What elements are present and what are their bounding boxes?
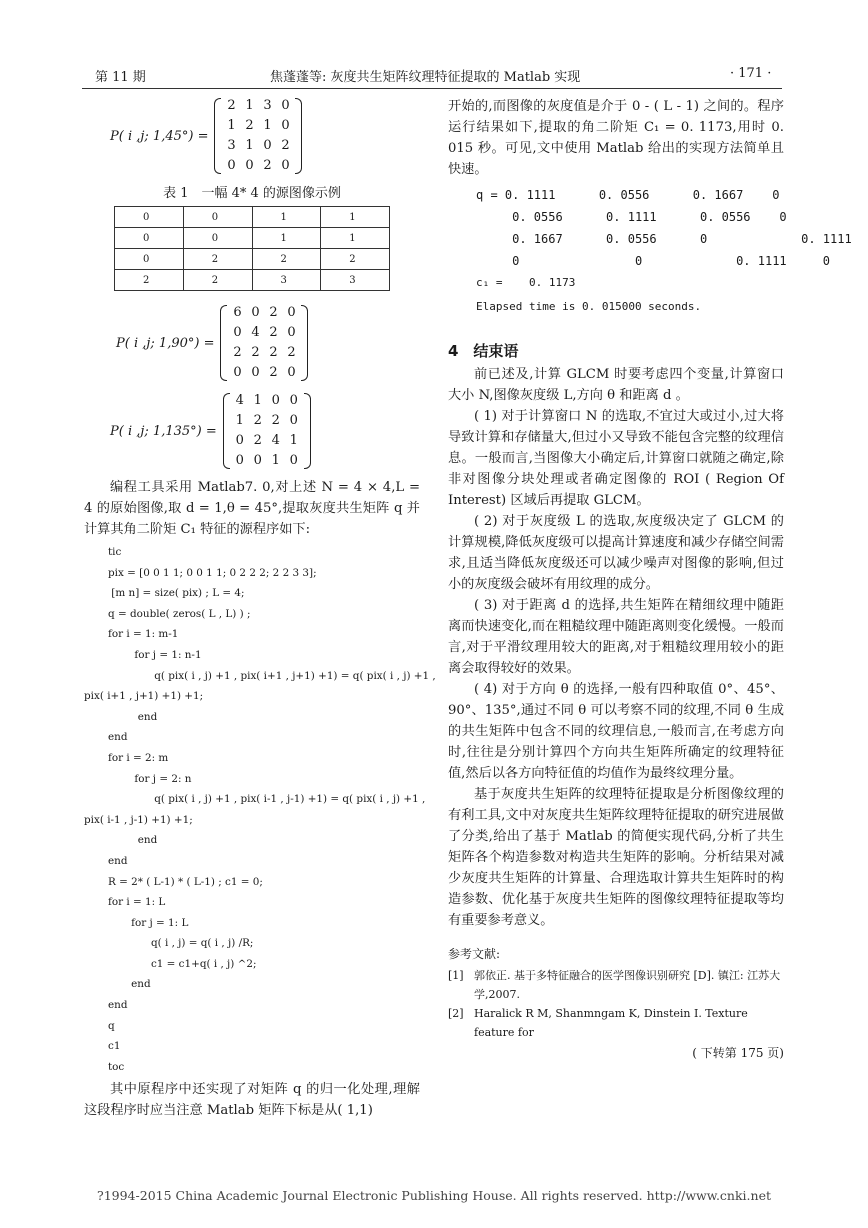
left-column (84, 96, 436, 1121)
matrix-45-label: P( i ,j; 1,45°) = (110, 128, 209, 144)
issue-number: 第 11 期 (95, 70, 146, 85)
header-rule (82, 88, 782, 89)
conclusion-distance: ( 3) 对于距离 d 的选择,共生矩阵在精细纹理中随距离而快速变化,而在粗糙纹理中随距离则变化缓慢。一般而言,对于平滑纹理用较大的距离,对于粗糙纹理用较小的距离会取得较好的效果。 (448, 598, 784, 676)
matrix-135-label: P( i ,j; 1,135°) = (110, 423, 217, 439)
table-row: 2 2 3 3 (115, 270, 390, 291)
elapsed-time: Elapsed time is 0. 015000 seconds. (476, 300, 702, 313)
conclusion-graylevel: ( 2) 对于灰度级 L 的选取,灰度级决定了 GLCM 的计算规模,降低灰度级可以提高计算速度和减少存储空间需求,且适当降低灰度级还可以减少噪声对图像的影响,但过小的灰度级会破坏有用纹理的成分。 (448, 514, 784, 592)
table-row: 0 0 1 1 (115, 207, 390, 228)
references-title: 参考文献: (448, 947, 501, 961)
source-image-table (114, 206, 390, 291)
conclusion-summary: 基于灰度共生矩阵的纹理特征提取是分析图像纹理的有利工具,文中对灰度共生矩阵纹理特征提取的研究进展做了分类,给出了基于 Matlab 的简便实现代码,分析了共生矩阵各个构造参数对构造共生矩阵的影响。分析结果对减少灰度共生矩阵的计算量、合理选取计算共生矩阵时的构造参数、优化基于灰度共生矩阵的图像纹理特征提取等均有重要参考意义。 (448, 787, 784, 928)
table-row: 0 2 2 2 (115, 249, 390, 270)
matrix-45: P( i ,j; 1,45°) = 2 1 3 0 1 2 1 0 3 1 0 2 0 0 2 0 (110, 96, 420, 176)
conclusion-intro: 前已述及,计算 GLCM 时要考虑四个变量,计算窗口大小 N,图像灰度级 L,方向 θ 和距离 d 。 (448, 367, 784, 403)
conclusion-window: ( 1) 对于计算窗口 N 的选取,不宜过大或过小,过大将导致计算和存储量大,但过小又导致不能包含完整的纹理信息。一般而言,当图像大小确定后,计算窗口就随之确定,除非对图像分块处理或者确定图像的 ROI ( Region Of Interest) 区域后再提取 GLCM。 (448, 409, 784, 508)
page-number: · 171 · (730, 66, 772, 81)
references-list (448, 966, 784, 1042)
program-intro: 编程工具采用 Matlab7. 0,对上述 N = 4 × 4,L = 4 的原始图像,取 d = 1,θ = 45°,提取灰度共生矩阵 q 并计算其角二阶矩 C₁ 特征的源程序如下: (84, 480, 420, 537)
table-row: 0 0 1 1 (115, 228, 390, 249)
table-caption: 表 1 一幅 4* 4 的源图像示例 (163, 186, 341, 201)
matrix-135: P( i ,j; 1,135°) = 4 1 0 0 1 2 2 0 0 2 4 1 0 0 1 0 (110, 391, 420, 471)
matrix-90-label: P( i ,j; 1,90°) = (116, 335, 215, 351)
result-paragraph: 开始的,而图像的灰度值是介于 0 - ( L - 1) 之间的。程序运行结果如下,提取的角二阶矩 C₁ = 0. 1173,用时 0. 015 秒。可见,文中使用 Matlab 给出的实现方法简单且快速。 (448, 99, 784, 177)
continued-note: ( 下转第 175 页) (692, 1046, 784, 1060)
reference-item: [1] 郭依正. 基于多特征融合的医学图像识别研究 [D]. 镇江: 江苏大学,2007. (448, 969, 781, 1001)
conclusion-direction: ( 4) 对于方向 θ 的选择,一般有四种取值 0°、45°、90°、135°,通过不同 θ 可以考察不同的纹理,不同 θ 生成的共生矩阵中包含不同的纹理信息,一般而言,在考虑方向时,往往是分别计算四个方向共生矩阵所确定的纹理特征值,然后以各方向特征值的均值作为最终纹理分量。 (448, 682, 784, 781)
normalization-note: 其中原程序中还实现了对矩阵 q 的归一化处理,理解这段程序时应当注意 Matlab 矩阵下标是从( 1,1) (84, 1082, 420, 1119)
reference-item: [2] Haralick R M, Shanmngam K, Dinstein I. Texture feature for (448, 1007, 748, 1039)
running-title: 焦蓬蓬等: 灰度共生矩阵纹理特征提取的 Matlab 实现 (270, 70, 581, 85)
right-column (448, 96, 852, 1061)
matrix-90: P( i ,j; 1,90°) = 6 0 2 0 0 4 2 0 2 2 2 2 0 0 2 0 (116, 303, 420, 383)
c1-output: c₁ = 0. 1173 (476, 276, 576, 289)
section-heading: 4 结束语 (448, 342, 519, 360)
copyright-footer: ?1994-2015 China Academic Journal Electronic Publishing House. All rights reserved. http://www.cnki.net (97, 1188, 771, 1203)
q-output: q = 0. 1111 0. 0556 0. 1667 0 0. 0556 0. 1111 0. 0556 0 0. 1667 0. 0556 0 0. 1111 0 0 0. 1111 0 c₁ = 0. 1173 Elapsed time is 0. 015000 seconds. (476, 184, 784, 318)
source-code: tic pix = [0 0 1 1; 0 0 1 1; 0 2 2 2; 2 2 3 3]; [m n] = size( pix) ; L = 4; q = double( zeros( L , L) ) ; for i = 1: m-1 for j = 1: n-1 q( pix( i , j) +1 , pix( i+1 , j+1) +1) = q( pix( i , j) +1 , pix( i+1 , j+1) +1) +1; end end for i = 2: m for j = 2: n q( pix( i , j) +1 , pix( i-1 , j-1) +1) = q( pix( i , j) +1 , pix( i-1 , j-1) +1) +1; end end R = 2* ( L-1) * ( L-1) ; c1 = 0; for i = 1: L for j = 1: L q( i , j) = q( i , j) /R; c1 = c1+q( i , j) ^2; end end q c1 toc (84, 546, 436, 1073)
